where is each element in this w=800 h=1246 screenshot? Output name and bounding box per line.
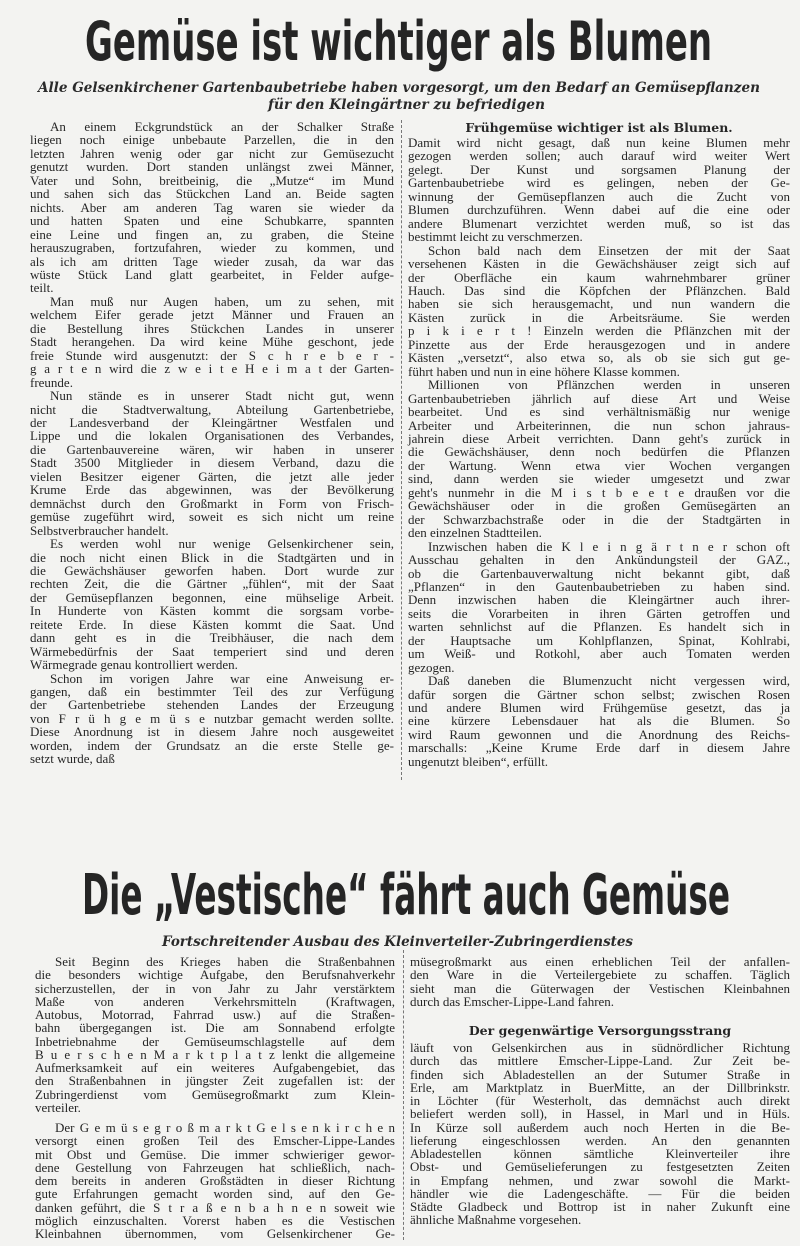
text-line: danken geführt, die S t r a ß e n b a h n e n soweit wie bbox=[35, 1199, 395, 1215]
text-line: eine kürzere Lebensdauer hat als die Blumen. So bbox=[408, 713, 790, 729]
text-line: g a r t e n wird die z w e i t e H e i m a t der Garten- bbox=[30, 361, 394, 377]
text-line: der Oberfläche ein kaum wahrnehmbarer grüner bbox=[408, 269, 790, 285]
text-line: und andere Blumen wird Frühgemüse gesetzt, das ja bbox=[408, 700, 790, 716]
text-line: In Hunderte von Kästen kommt die sorgsam vorbe- bbox=[30, 603, 394, 619]
text-line: Denn inzwischen haben die Kleingärtner auch ihrer- bbox=[408, 592, 790, 608]
text-line: Millionen von Pflänzchen werden in unseren bbox=[428, 377, 790, 393]
text-line: Damit wird nicht gesagt, daß nun keine Blumen mehr bbox=[408, 135, 790, 150]
text-line: warten sehnlichst auf die Pflanzen. Es handelt sich in bbox=[408, 619, 790, 635]
text-line: wüste Stück Land glatt gearbeitet, in Felder aufge- bbox=[30, 266, 394, 282]
column-divider bbox=[403, 950, 404, 1240]
section-heading: Der gegenwärtige Versorgungsstrang bbox=[468, 1023, 732, 1038]
text-line: Abladestellen können sämtliche Kleinverteiler ihre bbox=[410, 1146, 790, 1161]
paragraph bbox=[35, 1121, 395, 1240]
text-line: andere Blumenart verzichtet werden muß, so ist das bbox=[408, 215, 790, 231]
paragraph bbox=[30, 120, 394, 295]
article2-headline bbox=[0, 850, 800, 952]
text-line: sicherzustellen, der in von Jahr zu Jahr verstärktem bbox=[35, 980, 395, 996]
text-line: Städte Gladbeck und Bottrop ist in naher Zukunft eine bbox=[410, 1199, 790, 1214]
text-line: gute Erfahrungen gemacht worden sind, auf den Ge- bbox=[35, 1186, 395, 1202]
text-line: liegen noch einige unbebaute Parzellen, die in den bbox=[30, 132, 394, 148]
text-line: bahn übergegangen ist. Die am Sonnabend erfolgte bbox=[35, 1020, 395, 1036]
text-line: durch das mittlere Emscher-Lippe-Land. Zur Zeit be- bbox=[410, 1053, 790, 1069]
text-line: Wärmebedürfnis der Saat temperiert sind und deren bbox=[30, 643, 394, 659]
text-line: Seit Beginn des Krieges haben die Straßenbahnen bbox=[55, 954, 395, 969]
text-line: gemüse zugeführt wird, soweit es sich nicht um reine bbox=[30, 509, 394, 525]
text-line: letzten Jahren wenig oder gar nicht zur Gemüsezucht bbox=[30, 145, 394, 161]
text-line: bearbeitet. Und es sind verhältnismäßig nur wenige bbox=[408, 404, 790, 420]
text-line: finden sich Abladestellen an der Sutumer Straße in bbox=[410, 1066, 790, 1082]
text-line: der Gartenbetriebe stehenden Landes der Erzeugung bbox=[30, 697, 394, 713]
text-line: die noch nicht einen Blick in die Stadtgärten und in bbox=[30, 549, 394, 565]
text-line: der Landesverband der Kleingärtner Westfalen und bbox=[30, 414, 394, 430]
text-line: beliefert werden soll), in Hassel, in Marl und in Hüls. bbox=[410, 1106, 790, 1122]
paragraph bbox=[410, 1041, 790, 1227]
text-line: p i k i e r t ! Einzeln werden die Pflänzchen mit der bbox=[408, 323, 790, 339]
text-line: geht's nunmehr in die M i s t b e e t e draußen vor die bbox=[408, 484, 790, 500]
text-line: Kleinbahnen übernommen, vom Gelsenkirchener Ge- bbox=[35, 1226, 395, 1241]
text-line: jahrein diese Arbeit verrichten. Dann geht's zurück in bbox=[408, 430, 790, 446]
text-line: Aufmerksamkeit auf ein weiteres Aufgabengebiet, das bbox=[35, 1060, 395, 1075]
text-line: Stadt herangehen. Da wird keine Mühe geschont, jede bbox=[30, 334, 394, 350]
text-line: ob die Gartenbauverwaltung nicht bekannt gibt, daß bbox=[408, 565, 790, 581]
text-line: und hatten Spaten und eine Schubkarre, spannten bbox=[30, 213, 394, 229]
text-line: Kästen „versetzt“, also etwa so, als ob sie sich gut ge- bbox=[408, 350, 790, 366]
text-line: von F r ü h g e m ü s e nutzbar gemacht werden sollte. bbox=[30, 710, 394, 726]
paragraph bbox=[30, 295, 394, 389]
text-line: herauszugraben, fortzufahren, wieder zu kommen, und bbox=[30, 240, 394, 256]
text-line: und sahen sich das Stückchen Land an. Beide sagten bbox=[30, 186, 394, 202]
text-line: die besonders wichtige Aufgabe, den Berufsnahverkehr bbox=[35, 967, 395, 983]
paragraph bbox=[410, 955, 790, 1008]
text-line: müsegroßmarkt aus einen erheblichen Teil der anfallen- bbox=[410, 954, 790, 969]
text-line: wird Raum gewonnen und die Anordnung des Reichs- bbox=[408, 726, 790, 742]
text-line: in Löchter (für Westerholt, das demnächst auch direkt bbox=[410, 1093, 790, 1108]
section-heading: Frühgemüse wichtiger ist als Blumen. bbox=[465, 120, 733, 135]
text-line: Der G e m ü s e g r o ß m a r k t G e l s e n k i r c h e n bbox=[55, 1120, 395, 1135]
text-line: freunde. bbox=[30, 374, 73, 390]
text-line: der Gemüsepflanzen begonnen, eine mühselige Arbeit. bbox=[30, 589, 394, 605]
text-line: Inzwischen haben die K l e i n g ä r t n e r schon oft bbox=[428, 538, 790, 554]
paragraph bbox=[408, 540, 790, 675]
text-line: Lippe und die lokalen Organisationen des Verbandes, bbox=[30, 428, 394, 444]
text-line: den Ware in die Verteilergebiete zu schaffen. Täglich bbox=[410, 967, 790, 983]
text-line: Kästen zurück in die Arbeitsräume. Sie werden bbox=[408, 309, 790, 325]
text-line: freie Stunde wird ausgenutzt: der S c h r e b e r - bbox=[30, 347, 394, 363]
text-line: dafür sorgen die Gärtner schon selbst; zwischen Rosen bbox=[408, 686, 790, 702]
text-line: Es werden wohl nur wenige Gelsenkirchener sein, bbox=[50, 536, 394, 552]
text-line: seits die Vorarbeiten in ihren Gärten getroffen und bbox=[408, 605, 790, 621]
text-line: Diese Anordnung ist in diesem Jahre noch ausgeweitet bbox=[30, 724, 394, 740]
text-line: in Empfang nehmen, und zwar sowohl die Markt- bbox=[410, 1172, 790, 1188]
text-line: durch das Emscher-Lippe-Land fahren. bbox=[410, 993, 615, 1009]
text-line: Selbstverbraucher handelt. bbox=[30, 522, 169, 538]
text-line: versehenen Kästen in die Gewächshäuser zeigt sich auf bbox=[408, 256, 790, 272]
text-line: Nun stände es in unserer Stadt nicht gut, wenn bbox=[50, 388, 394, 404]
text-line: den Straßenbahnen in jüngster Zeit zugefallen ist: der bbox=[35, 1073, 395, 1089]
text-line: nichts. Aber am anderen Tag waren sie wieder da bbox=[30, 199, 394, 215]
text-line: händler wie die Ladengeschäfte. — Für die beiden bbox=[410, 1185, 790, 1201]
article1-left-column bbox=[30, 120, 394, 766]
text-line: Gewächshäuser oder in die großen Gemüsegärten an bbox=[408, 498, 790, 514]
text-line: lieferung eingeschlossen werden. An den genannten bbox=[410, 1132, 790, 1148]
text-line: marschalls: „Keine Krume Erde darf in diesem Jahre bbox=[408, 740, 790, 756]
text-line: „Pflanzen“ in den Gautenbaubetrieben zu haben sind. bbox=[408, 578, 790, 594]
text-line: Krume Erde das abgewinnen, was der Bevölkerung bbox=[30, 482, 394, 498]
text-line: der Wartung. Wenn etwa vier Wochen vergangen bbox=[408, 457, 790, 473]
text-line: dene Gestellung von Fahrzeugen hat schließlich, nach- bbox=[35, 1159, 395, 1175]
text-line: Daß daneben die Blumenzucht nicht vergessen wird, bbox=[428, 673, 790, 689]
text-line: Zubringerdienst vom Gemüsegroßmarkt zum Klein- bbox=[35, 1086, 395, 1102]
paragraph bbox=[30, 672, 394, 766]
text-line: dann geht es in die Treibhäuser, die nach dem bbox=[30, 630, 394, 646]
text-line: die Gewächshäuser geworfen haben. Dort wurde zur bbox=[30, 562, 394, 578]
text-line: demnächst durch den Großmarkt in Form von Frisch- bbox=[30, 495, 394, 511]
text-line: um Weiß- und Rotkohl, aber auch Tomaten werden bbox=[408, 646, 790, 662]
article1-subtitle-line: für den Kleingärtner zu befriedigen bbox=[266, 97, 545, 113]
text-line: die Bestellung ihres Stückchen Landes in unserer bbox=[30, 320, 394, 336]
text-line: worden, indem der Grundsatz an die erste Stelle ge- bbox=[30, 737, 394, 753]
text-line: versorgt einen großen Teil des Emscher-Lippe-Landes bbox=[35, 1133, 395, 1149]
text-line: Stadt 3500 Mitglieder in diesem Verband, dazu die bbox=[30, 455, 394, 471]
text-line: Hauch. Das sind die Köpfchen der Pflänzchen. Bald bbox=[408, 282, 790, 298]
text-line: mit Obst und Gemüse. Die immer schwieriger gewor- bbox=[35, 1146, 395, 1162]
text-line: Obst- und Gemüselieferungen zu festgesetzten Zeiten bbox=[410, 1159, 790, 1175]
paragraph bbox=[408, 136, 790, 244]
text-line: Schon bald nach dem Einsetzen der mit der Saat bbox=[428, 242, 790, 258]
paragraph bbox=[408, 244, 790, 379]
text-line: Pinzette aus der Erde herausgezogen und in andere bbox=[408, 336, 790, 352]
text-line: welchem Eifer gerade jetzt Männer und Frauen an bbox=[30, 307, 394, 323]
text-line: Inbetriebnahme der Gemüseumschlagstelle auf dem bbox=[35, 1033, 395, 1049]
text-line: Arbeiter und Arbeiterinnen, die nun schon jahraus- bbox=[408, 417, 790, 433]
text-line: Ausschau gehalten in den Ankündungsteil der GAZ., bbox=[408, 552, 790, 568]
text-line: verteiler. bbox=[35, 1099, 81, 1115]
text-line: die Gartenbauvereine wären, wir haben in unserer bbox=[30, 441, 394, 457]
text-line: teilt. bbox=[30, 280, 54, 296]
article2-left-column bbox=[35, 955, 395, 1240]
text-line: reitete Erde. In diese Kästen kommt die Saat. Und bbox=[30, 616, 394, 632]
article1-right-column bbox=[408, 120, 790, 768]
paragraph bbox=[30, 537, 394, 672]
text-line: Maße von anderen Verkehrsmitteln (Kraftwagen, bbox=[35, 993, 395, 1009]
text-line: führt haben und nun in eine höhere Klasse kommen. bbox=[408, 363, 680, 379]
text-line: ungenutzt bleiben“, erfüllt. bbox=[408, 753, 549, 769]
paragraph bbox=[35, 955, 395, 1114]
text-line: Schon im vorigen Jahre war eine Anweisung er- bbox=[50, 670, 394, 686]
text-line: setzt wurde, daß bbox=[30, 751, 115, 767]
text-line: vielen Besitzer eigener Gärten, die jetzt alle jeder bbox=[30, 468, 394, 484]
text-line: Erle, am Marktplatz in BuerMitte, an der Dillbrinkstr. bbox=[410, 1079, 790, 1095]
text-line: den einzelnen Stadtteilen. bbox=[408, 525, 542, 541]
text-line: gezogen. bbox=[408, 659, 455, 675]
text-line: der Schwarzbachstraße oder in die der Stadtgärten in bbox=[408, 511, 790, 527]
text-line: möglich einzuschalten. Vorerst haben es die Vestischen bbox=[35, 1212, 395, 1228]
text-line: Autobus, Motorrad, Fahrrad usw.) auf die Straßen- bbox=[35, 1007, 395, 1022]
column-divider bbox=[401, 120, 402, 780]
article2-subtitle: Fortschreitender Ausbau des Kleinverteiler-Zubringerdienstes bbox=[161, 934, 634, 950]
article1-subtitle-line: Alle Gelsenkirchener Gartenbaubetriebe haben vorgesorgt, um den Bedarf an Gemüsepflanzen bbox=[35, 80, 760, 96]
article2-title: Die „Vestische“ fährt auch Gemüse bbox=[82, 863, 730, 928]
text-line: ähnliche Maßnahme vorgesehen. bbox=[410, 1212, 582, 1228]
text-line: B u e r s c h e n M a r k t p l a t z lenkt die allgemeine bbox=[35, 1046, 395, 1062]
text-line: gangen, daß ein bestimmter Teil des zur Verfügung bbox=[30, 684, 394, 700]
text-line: In Kürze soll außerdem auch noch Herten in die Be- bbox=[410, 1119, 790, 1135]
text-line: An einem Eckgrundstück an der Schalker Straße bbox=[50, 119, 394, 134]
text-line: rechten Zeit, die die Gärtner „fühlen“, mit der Saat bbox=[30, 576, 394, 592]
text-line: sieht man die Güterwagen der Vestischen Kleinbahnen bbox=[410, 980, 790, 996]
paragraph bbox=[408, 378, 790, 539]
article1-headline bbox=[0, 0, 800, 114]
text-line: dem bereits in anderen Großstädten in dieser Richtung bbox=[35, 1173, 395, 1188]
text-line: die Gewächshäuser, denn noch bedürfen die Pflanzen bbox=[408, 444, 790, 460]
text-line: Man muß nur Augen haben, um zu sehen, mit bbox=[50, 293, 394, 309]
text-line: der Hauptsache um Kohlpflanzen, Spinat, Kohlrabi, bbox=[408, 632, 790, 648]
text-line: läuft von Gelsenkirchen aus in südnördlicher Richtung bbox=[410, 1040, 790, 1055]
text-line: Vater und Sohn, breitbeinig, die „Mutze“ im Mund bbox=[30, 172, 394, 188]
text-line: genutzt wurden. Dort standen unlängst zwei Männer, bbox=[30, 159, 394, 175]
text-line: bestimmt leicht zu verschmerzen. bbox=[408, 229, 583, 245]
text-line: gezogen werden sollen; auch darauf wird weiter Wert bbox=[408, 148, 790, 164]
text-line: Gartenbaubetriebe wird es gelingen, neben der Ge- bbox=[408, 175, 790, 191]
paragraph bbox=[30, 389, 394, 537]
text-line: Wärmegrade genau kontrolliert werden. bbox=[30, 657, 238, 673]
article2-right-column bbox=[410, 955, 790, 1227]
text-line: Blumen durchzuführen. Wenn dabei auf die eine oder bbox=[408, 202, 790, 218]
text-line: sind, dann werden sie wieder umgesetzt und zwar bbox=[408, 471, 790, 487]
paragraph bbox=[408, 674, 790, 768]
text-line: haben sie sich herausgemacht, und nun wandern die bbox=[408, 296, 790, 312]
text-line: Gartenbaubetrieben jährlich auf diese Art und Weise bbox=[408, 390, 790, 406]
text-line: eine Leine und fingen an, zu graben, die Steine bbox=[30, 226, 394, 242]
text-line: winnung der Gemüsepflanzen auch die Zucht von bbox=[408, 188, 790, 204]
text-line: als ich am dritten Tage wieder zusah, da war das bbox=[30, 253, 394, 269]
article1-title: Gemüse ist wichtiger als Blumen bbox=[85, 10, 712, 73]
text-line: nicht die Stadtverwaltung, Abteilung Gartenbetriebe, bbox=[30, 401, 394, 417]
text-line: gelegt. Der Kunst und sorgsamen Planung der bbox=[408, 161, 790, 177]
